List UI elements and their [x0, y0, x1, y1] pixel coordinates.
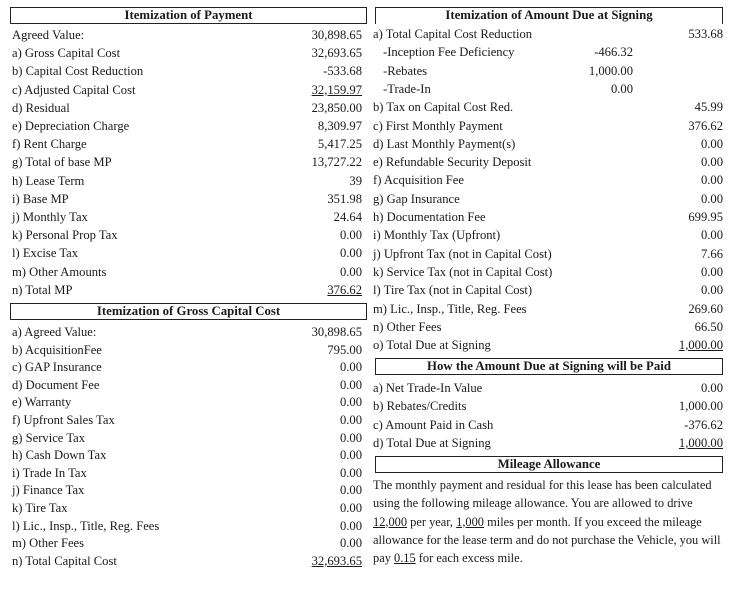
- row-value: 1,000.00: [678, 399, 723, 414]
- row-value: 23,850.00: [311, 100, 362, 115]
- row-label: m) Other Fees: [12, 536, 85, 551]
- table-row: [12, 377, 362, 394]
- row-value: -376.62: [684, 417, 723, 432]
- miles-per-year: 12,000: [373, 514, 408, 529]
- row-sub-value: 1,000.00: [588, 63, 633, 78]
- row-label: c) Amount Paid in Cash: [373, 417, 494, 432]
- row-label: m) Lic., Insp., Title, Reg. Fees: [373, 301, 527, 316]
- row-label: d) Total Due at Signing: [373, 436, 491, 451]
- row-value: 0.00: [339, 518, 362, 533]
- row-value: 376.62: [327, 282, 362, 297]
- row-label: h) Lease Term: [12, 173, 85, 188]
- row-value: 0.00: [700, 173, 723, 188]
- table-row: [12, 535, 362, 552]
- table-row: [12, 342, 362, 359]
- table-row: [12, 154, 362, 171]
- row-value: 0.00: [700, 191, 723, 206]
- row-sub-value: 0.00: [610, 81, 633, 96]
- table-row: [12, 500, 362, 517]
- table-row: [12, 412, 362, 429]
- table-row: [373, 264, 723, 281]
- row-label: d) Residual: [12, 100, 70, 115]
- table-row: [12, 430, 362, 447]
- table-row: [12, 82, 362, 99]
- row-value: 7.66: [700, 246, 723, 261]
- excess-mile-rate: 0.15: [394, 551, 416, 566]
- table-row: [12, 191, 362, 208]
- row-label: i) Base MP: [12, 191, 69, 206]
- mileage-text-2: per year,: [407, 514, 457, 529]
- row-value: 0.00: [339, 395, 362, 410]
- table-row: [12, 45, 362, 62]
- row-value: 0.00: [700, 228, 723, 243]
- miles-per-month: 1,000: [456, 514, 485, 529]
- table-row: [373, 435, 723, 452]
- row-label: c) GAP Insurance: [12, 360, 102, 375]
- row-value: 0.00: [339, 360, 362, 375]
- row-label: b) Tax on Capital Cost Red.: [373, 100, 514, 115]
- row-label: f) Rent Charge: [12, 137, 87, 152]
- table-row: [12, 465, 362, 482]
- row-label: a) Agreed Value:: [12, 325, 97, 339]
- mileage-allowance-header: Mileage Allowance: [375, 456, 723, 473]
- table-row: [12, 553, 362, 570]
- table-row: [12, 245, 362, 262]
- table-row: [12, 27, 362, 44]
- row-value: 24.64: [333, 210, 362, 224]
- table-row: [12, 209, 362, 226]
- row-sub-value: -466.32: [594, 45, 633, 60]
- table-row: [373, 246, 723, 263]
- row-label: -Inception Fee Deficiency: [383, 45, 515, 60]
- row-label: l) Lic., Insp., Title, Reg. Fees: [12, 518, 160, 533]
- row-label: j) Upfront Tax (not in Capital Cost): [373, 246, 552, 261]
- row-label: d) Document Fee: [12, 377, 100, 392]
- row-value: 795.00: [327, 342, 362, 357]
- row-value: 45.99: [694, 100, 723, 115]
- row-label: e) Depreciation Charge: [12, 119, 130, 133]
- table-row: [12, 282, 362, 299]
- row-label: g) Gap Insurance: [373, 191, 460, 206]
- row-label: n) Other Fees: [373, 319, 442, 334]
- table-row: [373, 118, 723, 135]
- table-row: [373, 63, 723, 80]
- row-label: k) Tire Tax: [12, 501, 68, 515]
- row-label: g) Service Tax: [12, 430, 86, 445]
- table-row: [373, 319, 723, 336]
- itemization-payment-header: Itemization of Payment: [10, 7, 367, 24]
- row-value: 13,727.22: [311, 155, 362, 170]
- row-value: 0.00: [700, 381, 723, 395]
- row-value: 0.00: [339, 483, 362, 498]
- row-value: 0.00: [339, 465, 362, 480]
- mileage-text-3: miles per month. If you exceed the mileage allowance for the lease term and do not purchase the Vehicle, you will pay: [373, 514, 721, 566]
- row-label: a) Net Trade-In Value: [373, 381, 483, 395]
- row-label: e) Refundable Security Deposit: [373, 155, 532, 170]
- table-row: [373, 209, 723, 226]
- row-value: 32,693.65: [311, 46, 362, 61]
- row-label: e) Warranty: [12, 395, 72, 410]
- table-row: [12, 359, 362, 376]
- row-label: -Trade-In: [383, 81, 431, 96]
- row-value: 0.00: [339, 413, 362, 427]
- table-row: [12, 173, 362, 190]
- mileage-allowance-text: [373, 476, 723, 567]
- row-label: c) First Monthly Payment: [373, 118, 503, 133]
- row-value: 0.00: [339, 501, 362, 515]
- row-label: b) AcquisitionFee: [12, 342, 102, 357]
- row-value: 1,000.00: [678, 338, 723, 353]
- row-value: 0.00: [339, 430, 362, 445]
- table-row: [373, 191, 723, 208]
- row-value: 376.62: [688, 118, 723, 133]
- table-row: [373, 417, 723, 434]
- row-label: n) Total Capital Cost: [12, 553, 117, 568]
- table-row: [373, 227, 723, 244]
- row-value: 30,898.65: [311, 28, 362, 42]
- row-label: l) Tire Tax (not in Capital Cost): [373, 283, 533, 298]
- table-row: [373, 301, 723, 318]
- table-row: [373, 136, 723, 153]
- table-row: [373, 172, 723, 189]
- row-label: Agreed Value:: [12, 28, 85, 42]
- row-value: 533.68: [688, 27, 723, 41]
- row-label: m) Other Amounts: [12, 264, 107, 279]
- table-row: [373, 44, 723, 61]
- row-label: l) Excise Tax: [12, 246, 79, 261]
- row-value: 0.00: [339, 536, 362, 551]
- row-label: b) Rebates/Credits: [373, 399, 467, 414]
- row-value: 351.98: [327, 191, 362, 206]
- row-label: f) Acquisition Fee: [373, 173, 464, 188]
- row-value: 5,417.25: [317, 137, 362, 152]
- row-value: 32,693.65: [311, 553, 362, 568]
- table-row: [12, 518, 362, 535]
- row-value: 0.00: [339, 228, 362, 243]
- row-value: 0.00: [339, 264, 362, 279]
- row-label: b) Capital Cost Reduction: [12, 64, 144, 79]
- row-value: 0.00: [700, 264, 723, 279]
- table-row: [12, 63, 362, 80]
- table-row: [12, 264, 362, 281]
- row-value: 1,000.00: [678, 436, 723, 451]
- table-row: [373, 398, 723, 415]
- row-value: 39: [349, 173, 362, 188]
- row-value: 30,898.65: [311, 325, 362, 339]
- row-label: j) Monthly Tax: [12, 210, 88, 224]
- mileage-text-1: The monthly payment and residual for this lease has been calculated using the following mileage allowance. You are allowed to drive: [373, 478, 712, 511]
- row-label: o) Total Due at Signing: [373, 338, 491, 353]
- row-label: k) Service Tax (not in Capital Cost): [373, 264, 553, 279]
- row-value: 8,309.97: [317, 119, 362, 133]
- table-row: [373, 380, 723, 397]
- row-label: h) Cash Down Tax: [12, 448, 107, 463]
- table-row: [12, 482, 362, 499]
- row-value: 0.00: [700, 283, 723, 298]
- row-label: a) Gross Capital Cost: [12, 46, 121, 61]
- row-value: 0.00: [339, 448, 362, 463]
- row-label: -Rebates: [383, 63, 428, 78]
- row-value: 0.00: [339, 246, 362, 261]
- row-label: a) Total Capital Cost Reduction: [373, 27, 533, 41]
- table-row: [12, 100, 362, 117]
- row-value: -533.68: [323, 64, 362, 79]
- table-row: [373, 26, 723, 43]
- table-row: [373, 337, 723, 354]
- row-label: i) Trade In Tax: [12, 465, 87, 480]
- table-row: [12, 136, 362, 153]
- row-value: 66.50: [694, 319, 723, 334]
- table-row: [12, 227, 362, 244]
- mileage-text-4: for each excess mile.: [415, 551, 523, 566]
- row-label: d) Last Monthly Payment(s): [373, 136, 516, 151]
- row-label: c) Adjusted Capital Cost: [12, 82, 136, 97]
- row-value: 0.00: [700, 155, 723, 170]
- row-value: 32,159.97: [311, 82, 362, 97]
- table-row: [373, 154, 723, 171]
- row-label: k) Personal Prop Tax: [12, 228, 118, 243]
- table-row: [12, 394, 362, 411]
- table-row: [12, 324, 362, 341]
- table-row: [12, 447, 362, 464]
- row-value: 269.60: [688, 301, 723, 316]
- row-label: n) Total MP: [12, 282, 73, 297]
- table-row: [12, 118, 362, 135]
- row-value: 0.00: [339, 377, 362, 392]
- itemization-gross-capital-cost-header: Itemization of Gross Capital Cost: [10, 303, 367, 320]
- table-row: [373, 282, 723, 299]
- table-row: [373, 81, 723, 98]
- row-label: g) Total of base MP: [12, 155, 112, 170]
- row-label: i) Monthly Tax (Upfront): [373, 228, 501, 243]
- row-label: j) Finance Tax: [12, 483, 85, 498]
- itemization-amount-due-header: Itemization of Amount Due at Signing: [375, 7, 723, 24]
- row-value: 699.95: [688, 210, 723, 224]
- row-value: 0.00: [700, 136, 723, 151]
- row-label: h) Documentation Fee: [373, 210, 486, 224]
- table-row: [373, 99, 723, 116]
- row-label: f) Upfront Sales Tax: [12, 413, 115, 427]
- amount-due-paid-header: How the Amount Due at Signing will be Paid: [375, 358, 723, 375]
